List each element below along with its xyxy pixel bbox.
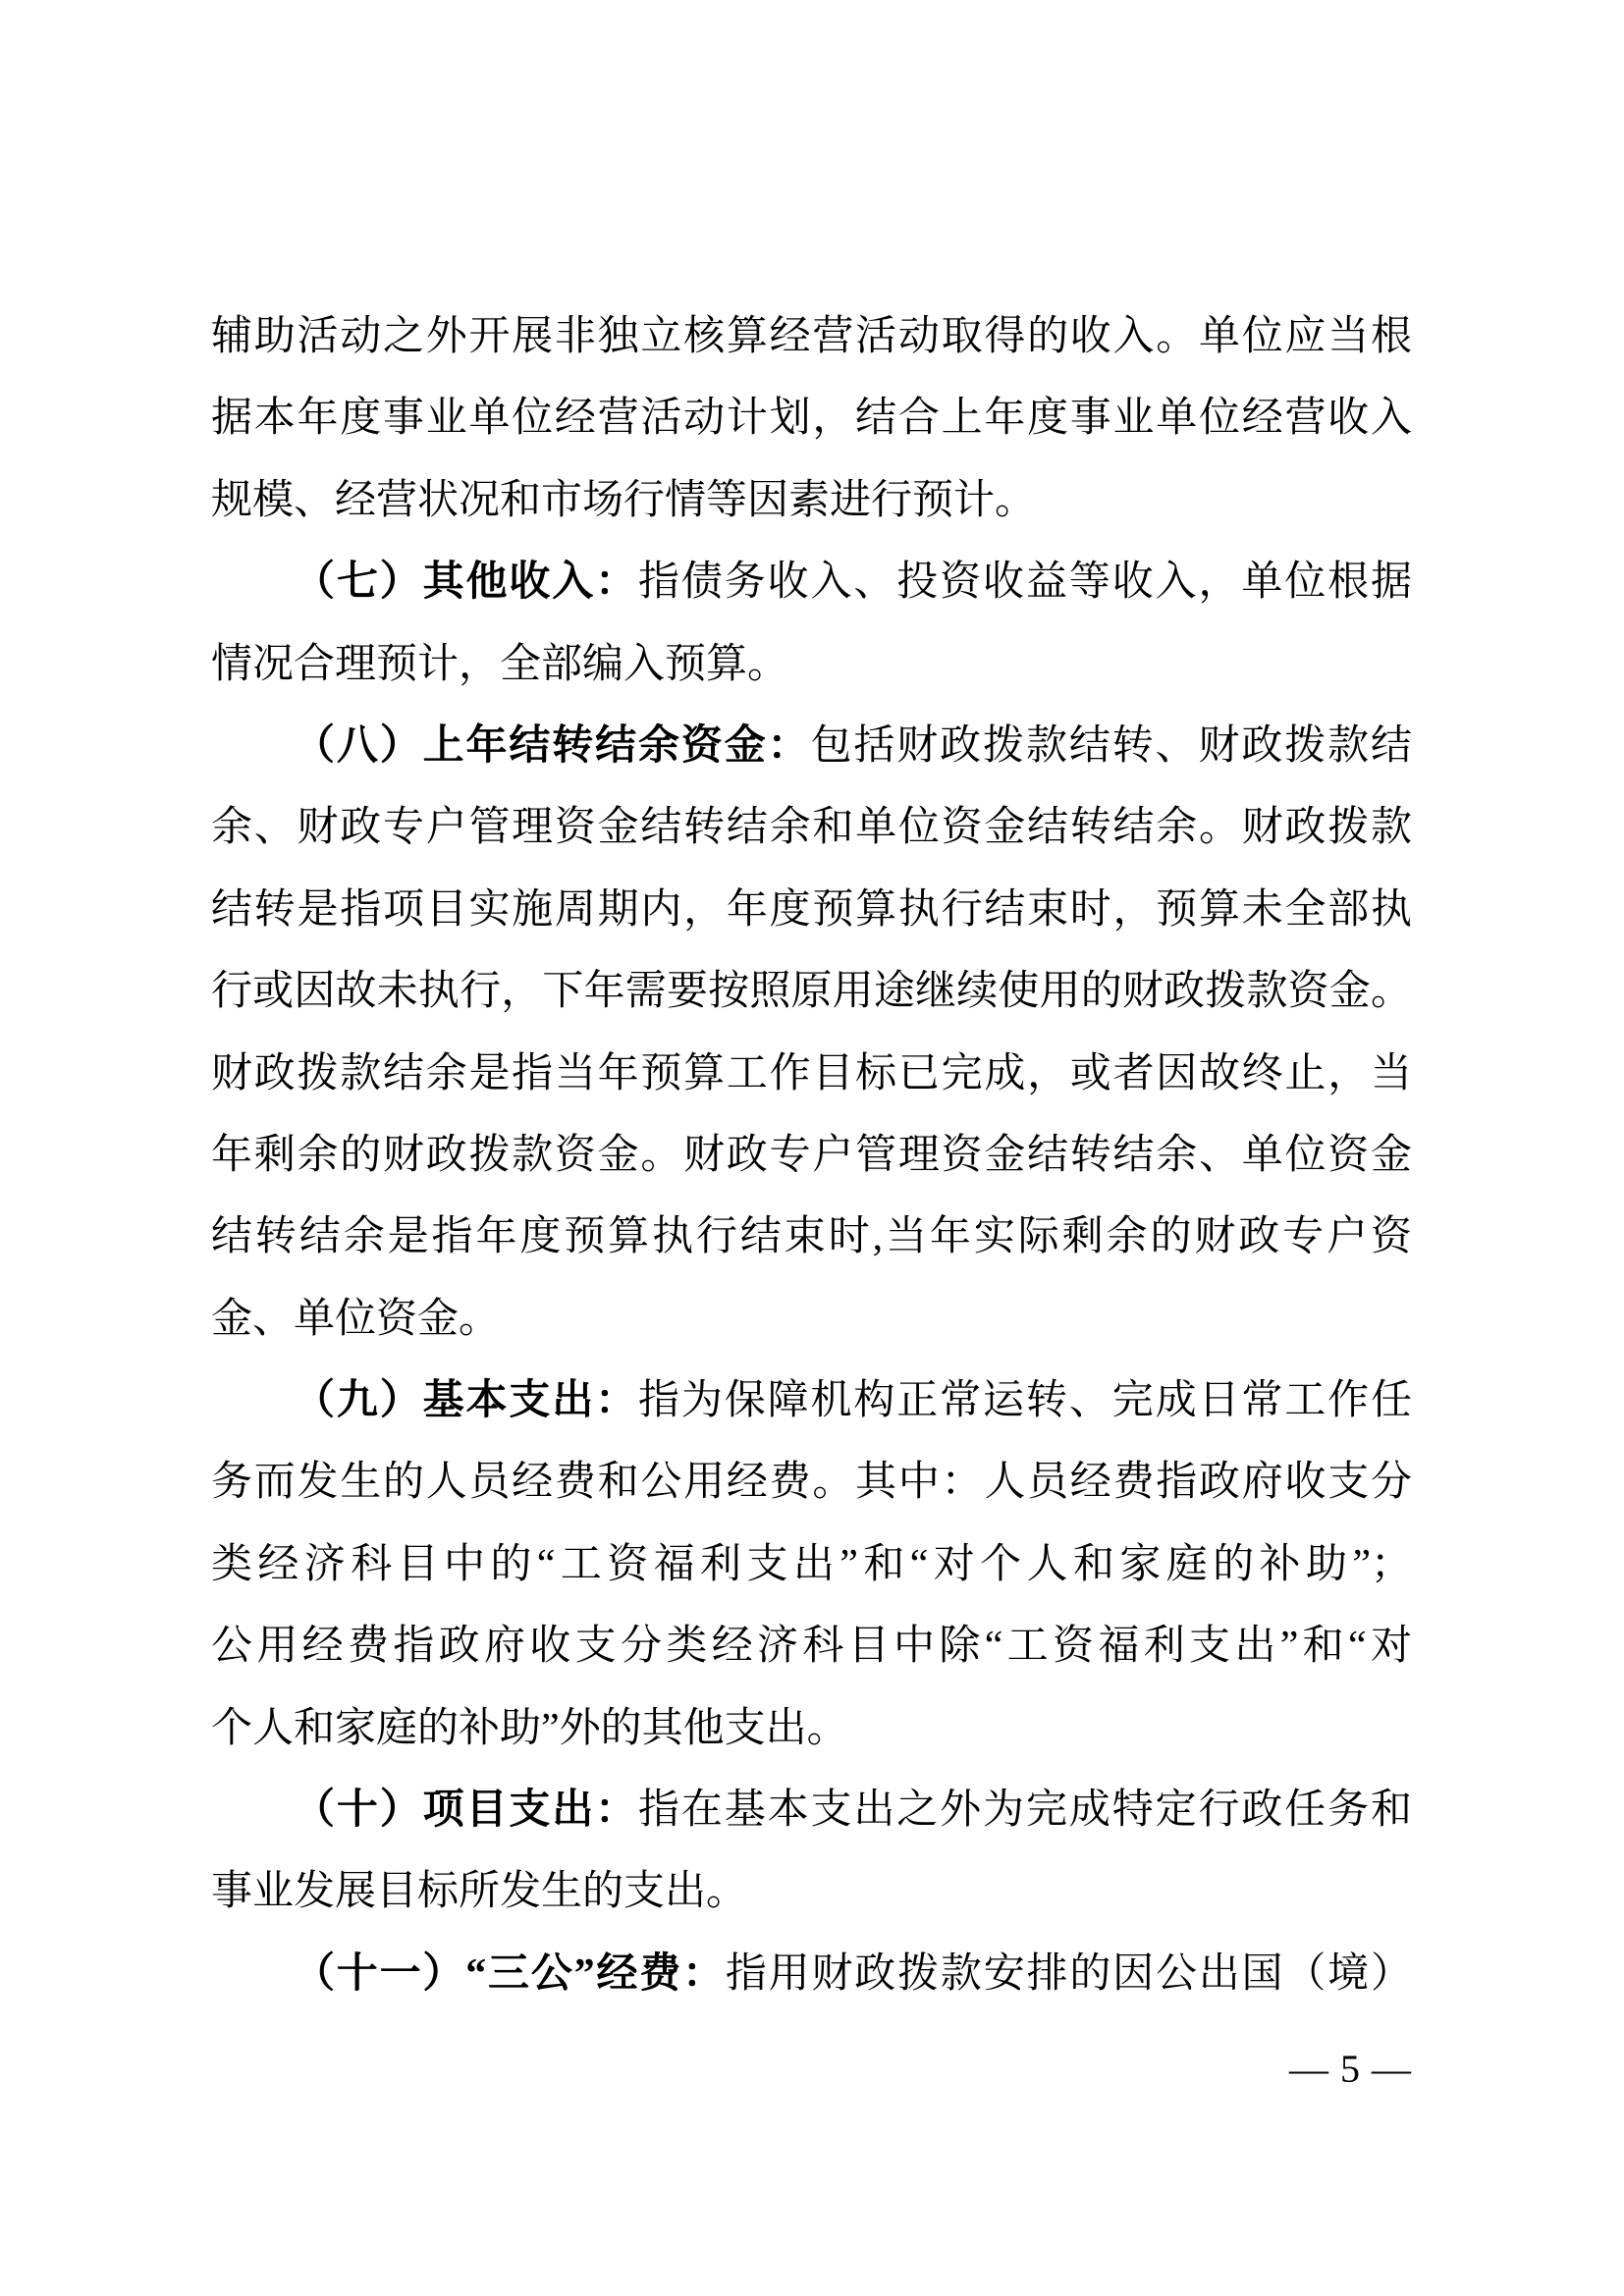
text-line: [211, 1115, 1412, 1197]
line-text: 结转是指项目实施周期内，年度预算执行结束时，预算未全部执: [211, 886, 1412, 933]
line-text: 务而发生的人员经费和公用经费。其中：人员经费指政府收支分: [211, 1460, 1412, 1506]
line-text: 年剩余的财政拨款资金。财政专户管理资金结转结余、单位资金: [211, 1132, 1412, 1178]
paragraph-item-11-three-public-expenses: [211, 1934, 1412, 2015]
line-text: 指在基本支出之外为完成特定行政任务和: [638, 1788, 1412, 1834]
line-text: 行或因故未执行，下年需要按照原用途继续使用的财政拨款资金。: [211, 969, 1412, 1015]
line-text: 财政拨款结余是指当年预算工作目标已完成，或者因故终止，当: [211, 1050, 1412, 1096]
paragraph-item-9-basic-expenditure: [211, 1361, 1412, 1770]
text-line: [211, 542, 1412, 623]
text-line: [211, 1851, 1412, 1933]
line-text: 情况合理预计，全部编入预算。: [211, 641, 789, 687]
text-line: [211, 870, 1412, 951]
line-text: 规模、经营状况和市场行情等因素进行预计。: [211, 477, 1037, 523]
line-text: 类经济科目中的“工资福利支出”和“对个人和家庭的补助”；: [211, 1541, 1412, 1587]
line-text: 事业发展目标所发生的支出。: [211, 1869, 748, 1915]
text-line: [211, 296, 1412, 378]
text-line: [211, 1934, 1412, 2015]
text-line: [211, 378, 1412, 459]
text-line: [211, 1034, 1412, 1115]
paragraph-item-10-project-expenditure: [211, 1770, 1412, 1934]
text-line: [211, 1606, 1412, 1687]
text-line: [211, 706, 1412, 787]
line-text: 余、财政专户管理资金结转结余和单位资金结转结余。财政拨款: [211, 805, 1412, 851]
text-line: [211, 1770, 1412, 1851]
text-line: [211, 1442, 1412, 1523]
bold-term-label: （十）项目支出：: [294, 1788, 639, 1834]
line-text: 公用经费指政府收支分类经济科目中除“工资福利支出”和“对: [211, 1624, 1412, 1670]
text-line: [211, 624, 1412, 706]
line-text: 指为保障机构正常运转、完成日常工作任: [638, 1378, 1412, 1424]
paragraph-continuation: [211, 296, 1412, 542]
line-text: 据本年度事业单位经营活动计划，结合上年度事业单位经营收入: [211, 396, 1412, 442]
paragraph-item-7-other-income: [211, 542, 1412, 706]
text-line: [211, 1688, 1412, 1770]
line-text: 个人和家庭的补助”外的其他支出。: [211, 1705, 848, 1751]
line-text: 结转结余是指年度预算执行结束时,当年实际剩余的财政专户资: [211, 1214, 1412, 1260]
paragraph-item-8-carryover-funds: [211, 706, 1412, 1361]
text-line: [211, 460, 1412, 542]
text-line: [211, 1197, 1412, 1278]
line-text: 辅助活动之外开展非独立核算经营活动取得的收入。单位应当根: [211, 314, 1412, 359]
bold-term-label: （七）其他收入：: [294, 560, 639, 606]
text-line: [211, 787, 1412, 869]
page-number: — 5 —: [1289, 2047, 1412, 2091]
line-text: 指债务收入、投资收益等收入，单位根据: [638, 560, 1412, 606]
bold-term-label: （十一）“三公”经费：: [294, 1950, 726, 1997]
text-line: [211, 951, 1412, 1033]
text-content: [211, 296, 1412, 2015]
bold-term-label: （八）上年结转结余资金：: [294, 722, 811, 769]
bold-term-label: （九）基本支出：: [294, 1378, 639, 1424]
line-text: 指用财政拨款安排的因公出国（境）: [725, 1950, 1412, 1997]
text-line: [211, 1361, 1412, 1442]
line-text: 金、单位资金。: [211, 1296, 501, 1342]
line-text: 包括财政拨款结转、财政拨款结: [810, 722, 1412, 769]
text-line: [211, 1279, 1412, 1361]
text-line: [211, 1524, 1412, 1606]
